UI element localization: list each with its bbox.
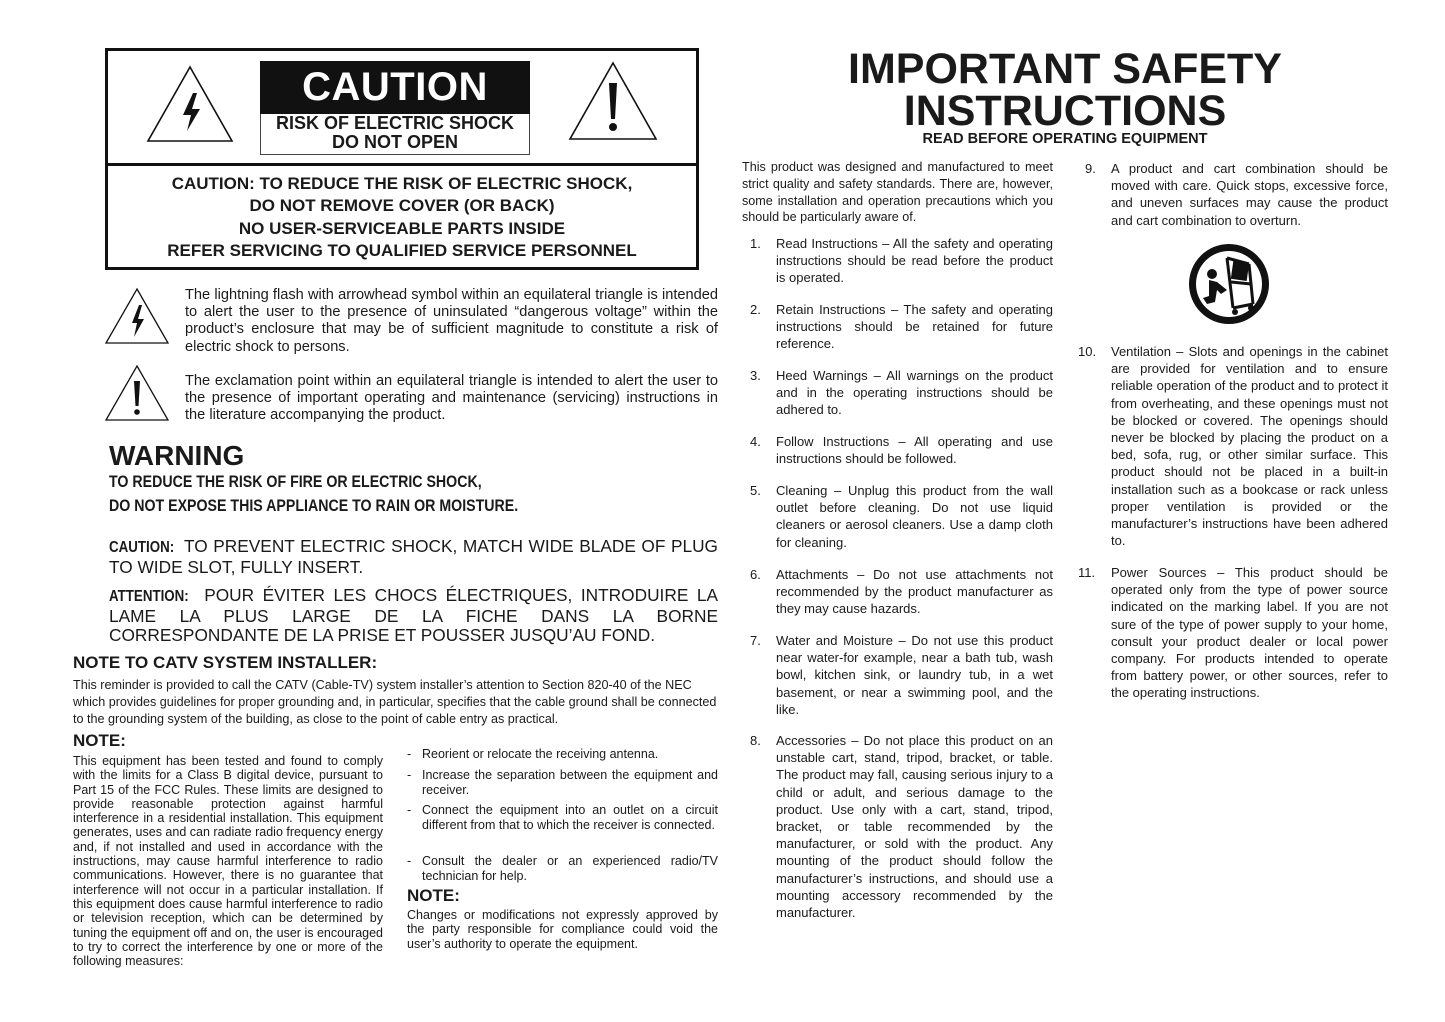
attention-notice bbox=[109, 586, 718, 646]
item-text: Accessories – Do not place this product on an unstable cart, stand, tripod, bracket, or table. The product may fall, causing serious injury to a child or adult, and serious damage to the product. Use only with a cart, stand, tripod, bracket, or table recommended by the manufacturer, or sold with the product. Any mounting of the product should follow the manufacturer’s instructions, and should use a mounting accessory recommended by the manufacturer. bbox=[776, 733, 1053, 921]
caution-banner: CAUTION bbox=[260, 61, 530, 114]
measure-text: Reorient or relocate the receiving antenna. bbox=[422, 747, 659, 761]
caution-box bbox=[105, 48, 699, 270]
measure-text: Connect the equipment into an outlet on a circuit different from that to which the receiver is connected. bbox=[422, 803, 718, 832]
page-subtitle: READ BEFORE OPERATING EQUIPMENT bbox=[922, 131, 1208, 147]
title-line-2: INSTRUCTIONS bbox=[903, 87, 1227, 135]
item-text: Attachments – Do not use attachments not recommended by the product manufacturer as they may cause hazards. bbox=[776, 567, 1053, 617]
caution-plug-text: TO PREVENT ELECTRIC SHOCK, MATCH WIDE BLADE OF PLUG TO WIDE SLOT, FULLY INSERT. bbox=[109, 536, 719, 577]
measure-text: Consult the dealer or an experienced radio/TV technician for help. bbox=[422, 854, 718, 883]
item-text: A product and cart combination should be moved with care. Quick stops, excessive force, and uneven surfaces may cause the product and cart combination to overturn. bbox=[1111, 161, 1388, 228]
attention-text: POUR ÉVITER LES CHOCS ÉLECTRIQUES, INTRODUIRE LA LAME LA PLUS LARGE DE LA FICHE DANS LA BORNE CORRESPONDANTE DE LA PRISE ET POUSSER JUSQU’AU FOND. bbox=[109, 585, 718, 646]
dash-bullet: - bbox=[407, 803, 412, 817]
caution-line: REFER SERVICING TO QUALIFIED SERVICE PERSONNEL bbox=[167, 241, 637, 261]
caution-line: CAUTION: TO REDUCE THE RISK OF ELECTRIC SHOCK, bbox=[171, 174, 633, 193]
caution-line: NO USER-SERVICEABLE PARTS INSIDE bbox=[238, 218, 566, 238]
note-heading: NOTE: bbox=[73, 731, 126, 750]
caution-header bbox=[108, 51, 696, 166]
note2-text: Changes or modifications not expressly approved by the party responsible for compliance could void the user’s authority to operate the equipment. bbox=[407, 908, 718, 951]
item-number: 10. bbox=[1078, 344, 1097, 359]
item-text: Follow Instructions – All operating and use instructions should be followed. bbox=[776, 434, 1053, 467]
catv-text: This reminder is provided to call the CATV (Cable-TV) system installer’s attention to Section 820-40 of the NEC which provides guidelines for proper grounding and, in particular, specifies that the cable ground shall be connected to the grounding system of the building, as close to the point of cable entry as practical. bbox=[73, 678, 717, 726]
item-number: 1. bbox=[750, 236, 761, 251]
title-line-1: IMPORTANT SAFETY bbox=[848, 45, 1282, 93]
warning-title: WARNING bbox=[109, 440, 245, 471]
cart-tip-over-icon bbox=[1187, 242, 1271, 326]
warning-line-1: TO REDUCE THE RISK OF FIRE OR ELECTRIC SHOCK, bbox=[109, 473, 482, 491]
item-number: 3. bbox=[750, 368, 761, 383]
item-text: Retain Instructions – The safety and operating instructions should be retained for future reference. bbox=[776, 302, 1053, 352]
item-text: Heed Warnings – All warnings on the product and in the operating instructions should be adhered to. bbox=[776, 368, 1053, 418]
exclamation-symbol-description: The exclamation point within an equilateral triangle is intended to alert the user to the presence of important operating and maintenance (servicing) instructions in the literature accompanying the product. bbox=[185, 373, 718, 424]
caution-plug-notice bbox=[109, 537, 718, 577]
catv-heading: NOTE TO CATV SYSTEM INSTALLER: bbox=[73, 653, 378, 672]
item-text: Cleaning – Unplug this product from the wall outlet before cleaning. Do not use liquid cleaners or aerosol cleaners. Use a damp cloth for cleaning. bbox=[776, 483, 1053, 550]
item-number: 2. bbox=[750, 302, 761, 317]
item-number: 11. bbox=[1078, 565, 1096, 580]
exclamation-triangle-icon bbox=[104, 364, 170, 422]
dash-bullet: - bbox=[407, 747, 412, 761]
item-text: Read Instructions – All the safety and operating instructions should be read before the product is operated. bbox=[776, 236, 1053, 286]
warning-line-2: DO NOT EXPOSE THIS APPLIANCE TO RAIN OR MOISTURE. bbox=[109, 497, 519, 515]
attention-label: ATTENTION: bbox=[109, 588, 189, 605]
dash-bullet: - bbox=[407, 854, 412, 868]
caution-instructions bbox=[108, 173, 696, 263]
item-number: 5. bbox=[750, 483, 761, 498]
exclamation-warning-icon bbox=[568, 61, 658, 141]
caution-sub-line2: DO NOT OPEN bbox=[331, 132, 458, 152]
item-number: 6. bbox=[750, 567, 761, 582]
caution-line: DO NOT REMOVE COVER (OR BACK) bbox=[249, 196, 555, 216]
caution-label: CAUTION: bbox=[109, 539, 175, 556]
lightning-symbol-description: The lightning flash with arrowhead symbol within an equilateral triangle is intended to alert the user to the presence of uninsulated “dangerous voltage” within the product’s enclosure that may be of sufficient magnitude to constitute a risk of electric shock to persons. bbox=[185, 287, 718, 355]
item-text: Ventilation – Slots and openings in the cabinet are provided for ventilation and to ensure reliable operation of the product and to protect it from overheating, and these openings must not be blocked or covered. The openings should never be blocked by placing the product on a bed, sofa, rug, or other similar surface. This product should not be placed in a built-in installation such as a bookcase or rack unless proper ventilation is provided or the manufacturer’s instructions have been adhered to. bbox=[1111, 344, 1388, 549]
safety-intro: This product was designed and manufactured to meet strict quality and safety standards. There are, however, some installation and operation precautions which you should be particularly aware of. bbox=[742, 160, 1053, 225]
item-number: 4. bbox=[750, 434, 761, 449]
page-title bbox=[740, 45, 1390, 135]
lightning-triangle-icon bbox=[104, 287, 170, 345]
item-number: 8. bbox=[750, 733, 761, 748]
item-number: 7. bbox=[750, 633, 761, 648]
fcc-note-text: This equipment has been tested and found to comply with the limits for a Class B digital device, pursuant to Part 15 of the FCC Rules. These limits are designed to provide reasonable protection against harmful interference in a residential installation. This equipment generates, uses and can radiate radio frequency energy and, if not installed and used in accordance with the instructions, may cause harmful interference to radio communications. However, there is no guarantee that interference will not occur in a particular installation. If this equipment does cause harmful interference to radio or television reception, which can be determined by tuning the equipment off and on, the user is encouraged to try to correct the interference by one or more of the following measures: bbox=[73, 754, 383, 969]
note2-heading: NOTE: bbox=[407, 886, 460, 905]
item-text: Power Sources – This product should be operated only from the type of power source indicated on the marking label. If you are not sure of the type of power supply to your home, consult your product dealer or local power company. For products intended to operate from battery power, or other sources, refer to the operating instructions. bbox=[1111, 565, 1388, 701]
measure-text: Increase the separation between the equipment and receiver. bbox=[422, 768, 718, 797]
lightning-warning-icon bbox=[146, 65, 234, 143]
item-number: 9. bbox=[1085, 161, 1096, 176]
caution-sub-line1: RISK OF ELECTRIC SHOCK bbox=[275, 113, 514, 133]
item-text: Water and Moisture – Do not use this product near water-for example, near a bath tub, wash bowl, kitchen sink, or laundry tub, in a wet basement, or near a swimming pool, and the like. bbox=[776, 633, 1053, 717]
dash-bullet: - bbox=[407, 768, 412, 782]
caution-subtitle bbox=[260, 114, 530, 155]
